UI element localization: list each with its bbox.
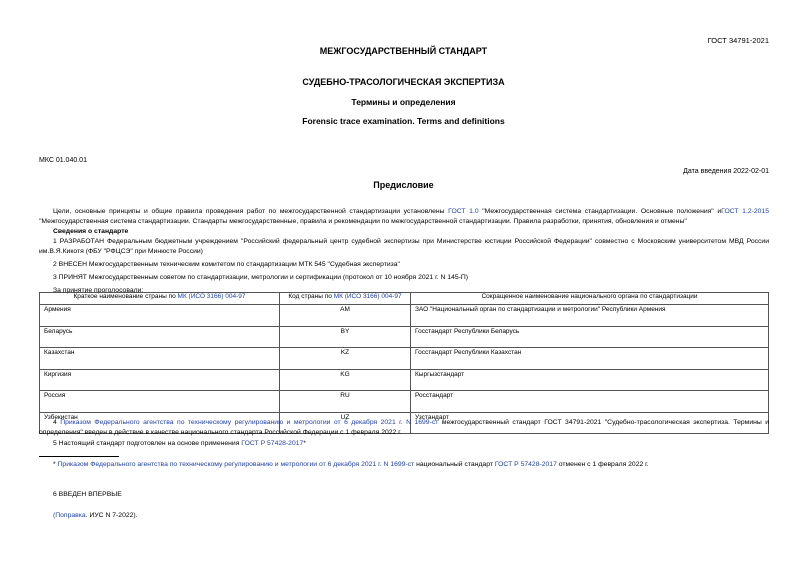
adopted-by: 3 ПРИНЯТ Межгосударственным советом по стандартизации, метрологии и сертификации (протокол от 10 ноября 2021 г. N 145-П) — [53, 274, 469, 281]
introduced-first-time: 6 ВВЕДЕН ВПЕРВЫЕ — [53, 491, 122, 498]
table-header-row — [40, 293, 769, 305]
amendment-rest: . ИУС N 7-2022). — [85, 512, 138, 519]
header-country-name-text: Краткое наименование страны по — [73, 293, 178, 300]
mks-code: МКС 01.040.01 — [39, 157, 87, 164]
p5-text-b: * — [303, 440, 306, 447]
foreword-title: Предисловие — [373, 180, 434, 190]
standard-title-english: Forensic trace examination. Terms and definitions — [302, 116, 505, 126]
gost-1-2-link[interactable]: ГОСТ 1.2-2015 — [721, 208, 769, 215]
header-country-code-text: Код страны по — [288, 293, 334, 300]
p4-prefix: 4 — [53, 419, 61, 426]
introduction-date: Дата введения 2022-02-01 — [683, 168, 769, 175]
paragraph-4 — [39, 418, 769, 438]
code-cell: AM — [280, 305, 411, 327]
table-row — [40, 305, 769, 327]
body-cell: Госстандарт Республики Казахстан — [411, 348, 769, 370]
doc-number: ГОСТ 34791-2021 — [707, 36, 769, 45]
countries-table — [39, 292, 769, 434]
p1-text-b: "Межгосударственная система стандартизации. Основные положения" и — [478, 208, 722, 215]
footnote-gost-link[interactable]: ГОСТ Р 57428-2017 — [494, 461, 557, 468]
footnote-star: * — [53, 461, 58, 468]
header-country-name — [40, 293, 280, 305]
submitted-by: 2 ВНЕСЕН Межгосударственным техническим комитетом по стандартизации МТК 545 "Судебная экспертиза" — [53, 261, 400, 268]
code-cell: KZ — [280, 348, 411, 370]
body-cell: ЗАО "Национальный орган по стандартизации и метрологии" Республики Армения — [411, 305, 769, 327]
standard-title: СУДЕБНО-ТРАСОЛОГИЧЕСКАЯ ЭКСПЕРТИЗА — [302, 77, 505, 87]
country-cell: Беларусь — [40, 326, 280, 348]
country-cell: Киргизия — [40, 369, 280, 391]
gost-r-57428-link[interactable]: ГОСТ Р 57428-2017 — [241, 440, 304, 447]
p1-text-c: "Межгосударственная система стандартизации. Стандарты межгосударственные, правила и рекомендации по межгосударственной стандартизации. Правила разработки, принятия, обновления и отмены" — [39, 218, 687, 225]
foreword-paragraph-1 — [39, 207, 769, 227]
table-row — [40, 391, 769, 413]
amendment-link[interactable]: Поправка — [55, 512, 86, 519]
standard-subtitle: Термины и определения — [351, 97, 456, 107]
p4-rest: межгосударственный стандарт ГОСТ 34791-2021 "Судебно-трасологическая экспертиза. Термины и определения" введен в действие в качестве национального стандарта Российской Федерации с 1 февраля 2022 г. — [39, 419, 769, 436]
code-cell: BY — [280, 326, 411, 348]
amendment-open: ( — [53, 512, 56, 519]
voted-label: За принятие проголосовали: — [53, 287, 144, 294]
footnote-order-link[interactable]: Приказом Федерального агентства по техническому регулированию и метрологии от 6 декабря 2021 г. N 1699-ст — [57, 461, 415, 468]
header-country-code — [280, 293, 411, 305]
code-cell: UZ — [280, 412, 411, 434]
p1-text-a: Цели, основные принципы и общие правила проведения работ по межгосударственной стандартизации установлены — [53, 208, 449, 215]
code-cell: RU — [280, 391, 411, 413]
body-cell: Госстандарт Республики Беларусь — [411, 326, 769, 348]
footnote — [53, 461, 649, 468]
country-cell: Казахстан — [40, 348, 280, 370]
after-table-body — [39, 418, 769, 449]
paragraph-5 — [39, 439, 769, 449]
header-standards-body: Сокращенное наименование национального органа по стандартизации — [411, 293, 769, 305]
footnote-end: отменен с 1 февраля 2022 г. — [556, 461, 649, 468]
code-cell: KG — [280, 369, 411, 391]
country-cell: Армения — [40, 305, 280, 327]
country-cell: Узбекистан — [40, 412, 280, 434]
gost-1-0-link[interactable]: ГОСТ 1.0 — [448, 208, 479, 215]
table-row — [40, 326, 769, 348]
body-cell: Росстандарт — [411, 391, 769, 413]
mk-iso-link-2[interactable]: МК (ИСО 3166) 004-97 — [333, 293, 402, 300]
country-cell: Россия — [40, 391, 280, 413]
footnote-mid: национальный стандарт — [414, 461, 495, 468]
standard-info-heading: Сведения о стандарте — [53, 228, 129, 235]
amendment-note — [53, 512, 138, 519]
foreword-body — [39, 207, 769, 296]
body-cell: Кыргызстандарт — [411, 369, 769, 391]
p5-text-a: 5 Настоящий стандарт подготовлен на основе применения — [53, 440, 242, 447]
order-1699-link[interactable]: Приказом Федерального агентства по техническому регулированию и метрологии от 6 декабря 2021 г. N 1699-ст — [60, 419, 439, 426]
standard-type: МЕЖГОСУДАРСТВЕННЫЙ СТАНДАРТ — [319, 46, 488, 56]
developed-by: 1 РАЗРАБОТАН Федеральным бюджетным учреждением "Российский федеральный центр судебной экспертизы при Министерстве юстиции Российской Федерации" совместно с Московским университетом МВД России им.В.Я.Кикотя (ФБУ "РФЦСЭ" при Минюсте России) — [39, 238, 769, 255]
mk-iso-link-1[interactable]: МК (ИСО 3166) 004-97 — [177, 293, 246, 300]
table-row — [40, 369, 769, 391]
table-row — [40, 348, 769, 370]
footnote-divider — [39, 456, 119, 457]
body-cell: Узстандарт — [411, 412, 769, 434]
